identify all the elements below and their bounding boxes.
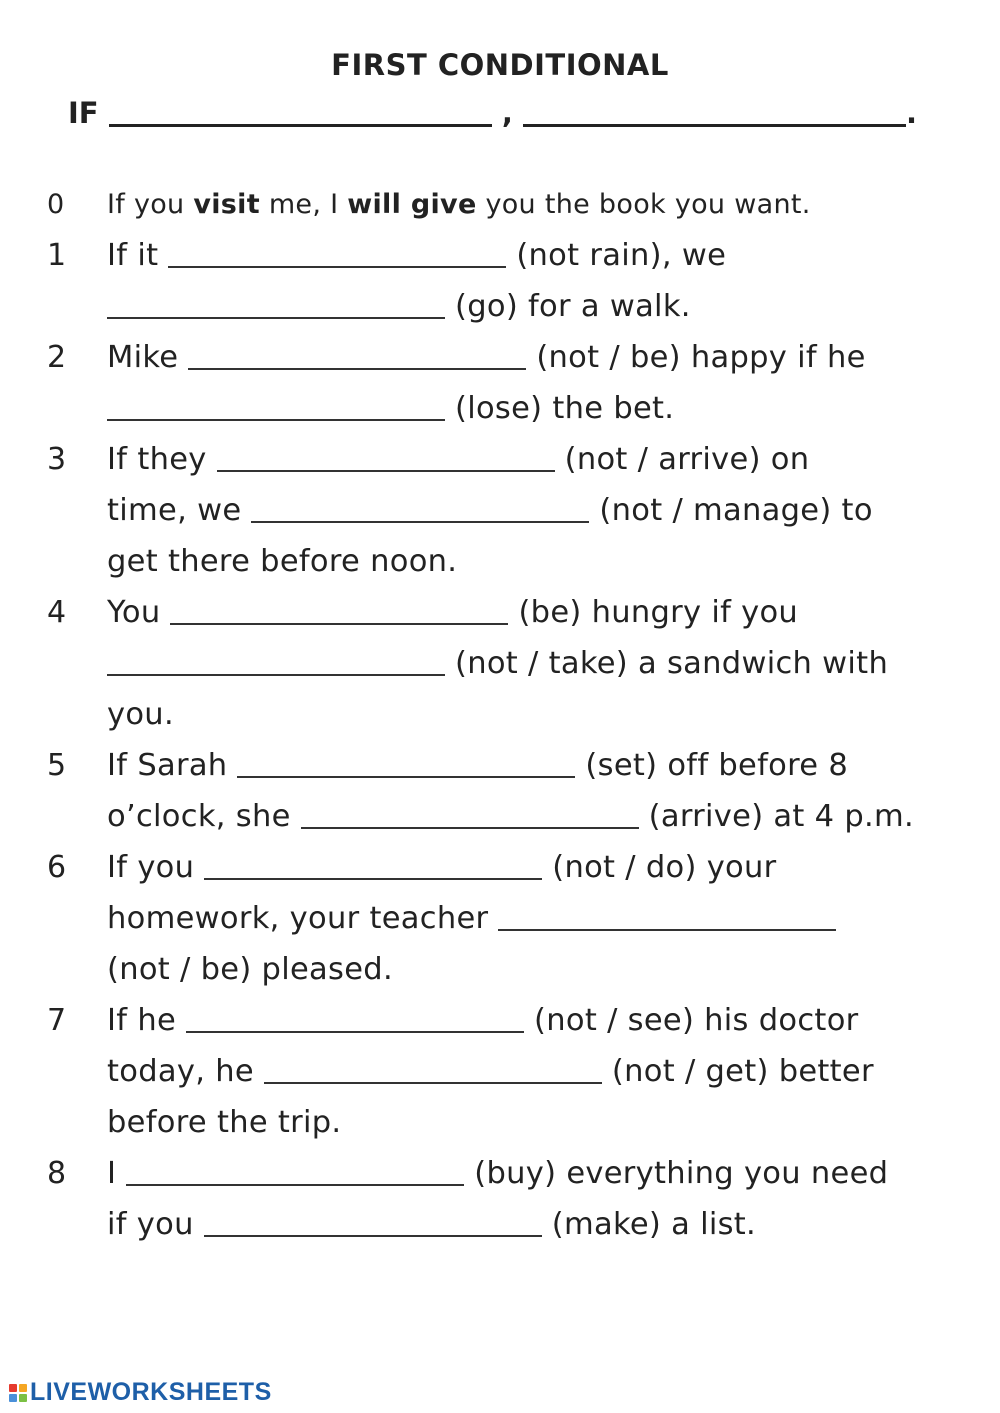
sentence-line	[107, 995, 967, 1046]
text-segment: (set) off before 8	[575, 748, 849, 783]
text-segment: (arrive) at 4 p.m.	[638, 799, 914, 834]
text-segment: before the trip.	[107, 1105, 342, 1140]
formula-blank-2[interactable]	[523, 94, 906, 127]
sentence-line	[107, 791, 967, 842]
formula-blank-1[interactable]	[109, 94, 492, 127]
text-segment: (not / get) better	[601, 1054, 874, 1089]
sentence-line	[107, 1046, 967, 1097]
answer-blank[interactable]	[107, 291, 445, 319]
text-segment: (not / do) your	[542, 850, 777, 885]
item-number: 6	[47, 850, 67, 885]
text-segment: (be) hungry if you	[508, 595, 799, 630]
sentence-line	[107, 587, 967, 638]
formula-period: .	[905, 96, 917, 130]
sentence-line	[107, 638, 967, 689]
text-segment: If you	[107, 850, 205, 885]
text-segment: (not / see) his doctor	[524, 1003, 859, 1038]
sentence-line	[107, 1148, 967, 1199]
sentence-line	[107, 230, 967, 281]
answer-blank[interactable]	[188, 342, 526, 370]
item-number: 7	[47, 1003, 67, 1038]
text-segment: homework, your teacher	[107, 901, 499, 936]
bold-verb: visit	[193, 189, 260, 220]
text-segment: If Sarah	[107, 748, 238, 783]
logo-square	[9, 1394, 17, 1402]
page-title: FIRST CONDITIONAL	[331, 48, 669, 82]
sentence-line	[107, 485, 967, 536]
answer-blank[interactable]	[126, 1158, 464, 1186]
text-segment: (not / be) happy if he	[526, 340, 866, 375]
logo-square	[19, 1384, 27, 1392]
text-segment: If it	[107, 238, 169, 273]
item-number: 5	[47, 748, 67, 783]
question-item	[0, 842, 1000, 995]
question-item	[0, 230, 1000, 332]
text-segment: get there before noon.	[107, 544, 458, 579]
questions	[0, 230, 1000, 1250]
text-segment: Mike	[107, 340, 189, 375]
answer-blank[interactable]	[251, 495, 589, 523]
answer-blank[interactable]	[170, 597, 508, 625]
question-item	[0, 587, 1000, 740]
answer-blank[interactable]	[301, 801, 639, 829]
sentence-line	[107, 281, 967, 332]
sentence-line	[107, 536, 967, 587]
formula-comma: ,	[501, 96, 513, 130]
text-segment: you.	[107, 697, 174, 732]
text-segment: (not / manage) to	[589, 493, 873, 528]
sentence-line	[107, 944, 967, 995]
answer-blank[interactable]	[204, 852, 542, 880]
text-segment: (buy) everything you need	[464, 1156, 889, 1191]
text-segment: (not / be) pleased.	[107, 952, 393, 987]
item-number: 2	[47, 340, 67, 375]
answer-blank[interactable]	[107, 648, 445, 676]
text-segment: I	[107, 1156, 127, 1191]
answer-blank[interactable]	[264, 1056, 602, 1084]
sentence-line	[107, 893, 967, 944]
text-segment: (make) a list.	[541, 1207, 757, 1242]
conditional-formula	[68, 94, 917, 130]
bold-verb: will give	[347, 189, 477, 220]
text-segment: if you	[107, 1207, 204, 1242]
text-segment: (not / take) a sandwich with	[445, 646, 889, 681]
text-segment: you the book you want.	[476, 189, 811, 220]
item-number: 4	[47, 595, 67, 630]
sentence-line	[107, 740, 967, 791]
liveworksheets-logo-icon	[9, 1384, 27, 1402]
question-item	[0, 434, 1000, 587]
text-segment: me, I	[259, 189, 348, 220]
text-segment: (not rain), we	[506, 238, 727, 273]
text-segment: (go) for a walk.	[445, 289, 691, 324]
text-segment: (lose) the bet.	[445, 391, 675, 426]
item-number: 8	[47, 1156, 67, 1191]
text-segment: If he	[107, 1003, 187, 1038]
answer-blank[interactable]	[237, 750, 575, 778]
sentence-line	[107, 842, 967, 893]
sentence-line	[107, 689, 967, 740]
text-segment: today, he	[107, 1054, 264, 1089]
question-item	[0, 1148, 1000, 1250]
answer-blank[interactable]	[168, 240, 506, 268]
example-item	[0, 183, 1000, 227]
text-segment: If they	[107, 442, 217, 477]
text-segment: o’clock, she	[107, 799, 301, 834]
item-number: 1	[47, 238, 67, 273]
item-number: 0	[47, 189, 65, 220]
sentence-line	[107, 1097, 967, 1148]
answer-blank[interactable]	[498, 903, 836, 931]
sentence-line	[107, 1199, 967, 1250]
text-segment: (not / arrive) on	[554, 442, 810, 477]
question-item	[0, 740, 1000, 842]
sentence-line	[107, 383, 967, 434]
footer-brand	[9, 1378, 272, 1407]
text-segment: If you	[107, 189, 194, 220]
text-segment: time, we	[107, 493, 252, 528]
answer-blank[interactable]	[107, 393, 445, 421]
logo-square	[19, 1394, 27, 1402]
exercise-list	[0, 183, 1000, 1250]
question-item	[0, 995, 1000, 1148]
footer-brand-text: LIVEWORKSHEETS	[30, 1378, 272, 1406]
item-number: 3	[47, 442, 67, 477]
sentence-line	[107, 434, 967, 485]
question-item	[0, 332, 1000, 434]
answer-blank[interactable]	[217, 444, 555, 472]
answer-blank[interactable]	[204, 1209, 542, 1237]
formula-if: IF	[68, 96, 99, 130]
sentence-line	[107, 332, 967, 383]
example-sentence	[107, 183, 967, 227]
answer-blank[interactable]	[186, 1005, 524, 1033]
text-segment: You	[107, 595, 171, 630]
logo-square	[9, 1384, 17, 1392]
